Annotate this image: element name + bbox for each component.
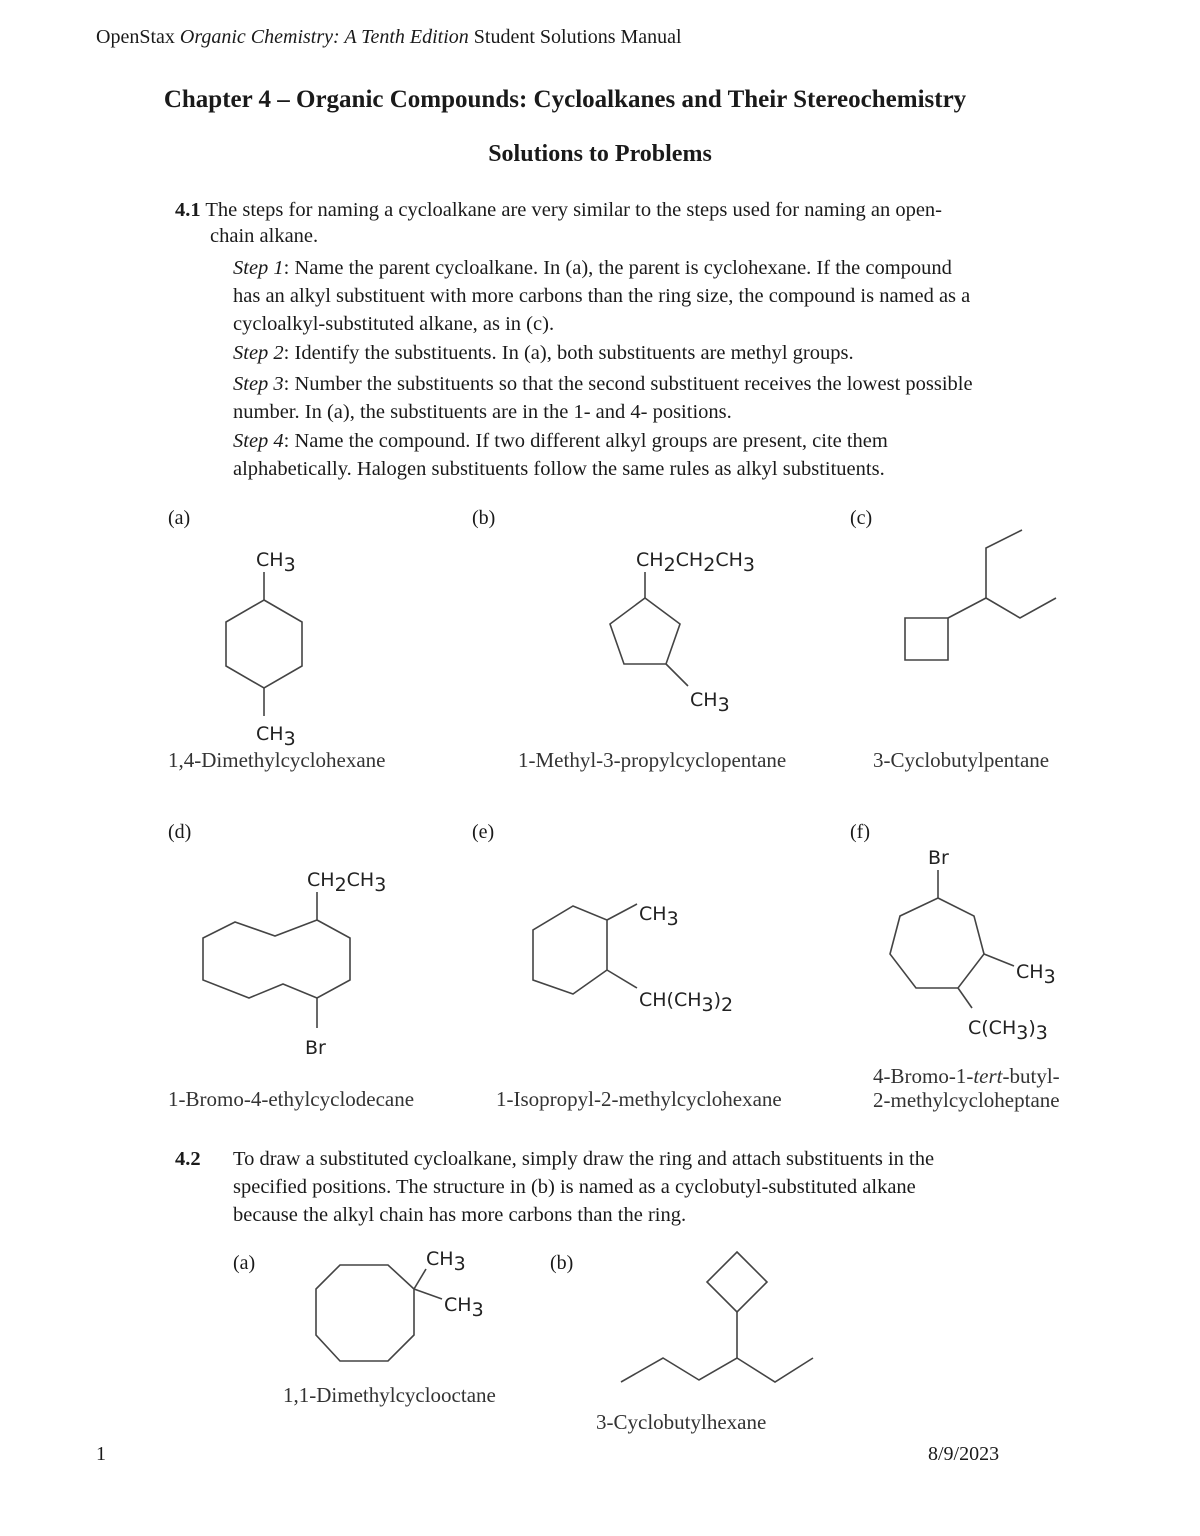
methyl-top: CH3	[256, 549, 296, 576]
name-4-2-b: 3-Cyclobutylhexane	[596, 1410, 767, 1434]
name-4-1-e: 1-Isopropyl-2-methylcyclohexane	[496, 1087, 782, 1111]
methyl: CH3	[690, 689, 730, 716]
step-1: Step 1: Name the parent cycloalkane. In (a), the parent is cyclohexane. If the compound has an alkyl substituent with more carbons than the ring size, the compound is named as a cycloalkyl-substituted alkane, as in (c).	[233, 257, 971, 335]
structure-1-1-dimethylcyclooctane	[310, 1245, 520, 1380]
running-header: OpenStax Organic Chemistry: A Tenth Edition Student Solutions Manual	[96, 26, 682, 48]
step-4: Step 4: Name the compound. If two different alkyl groups are present, cite them alphabetically. Halogen substituents follow the same rules as alkyl substituents.	[233, 430, 888, 480]
methyl: CH3	[1016, 961, 1056, 988]
propyl-chain: CH2CH2CH3	[636, 549, 755, 576]
label-4-1-a: (a)	[168, 507, 191, 529]
label-4-1-b: (b)	[472, 507, 496, 529]
methyl-2: CH3	[444, 1294, 484, 1321]
label-4-1-d: (d)	[168, 821, 192, 843]
structure-3-cyclobutylpentane	[900, 528, 1070, 668]
methyl-1: CH3	[426, 1248, 466, 1275]
name-4-1-c: 3-Cyclobutylpentane	[873, 748, 1050, 772]
name-4-1-f: 4-Bromo-1-tert-butyl- 2-methylcycloheptane	[873, 1064, 1060, 1112]
label-4-2-a: (a)	[233, 1252, 256, 1274]
name-4-1-a: 1,4-Dimethylcyclohexane	[168, 748, 386, 772]
chapter-title: Chapter 4 – Organic Compounds: Cycloalkanes and Their Stereochemistry	[163, 86, 967, 113]
structure-1-bromo-4-ethylcyclodecane	[195, 860, 387, 1060]
methyl-bottom: CH3	[256, 723, 296, 750]
bromo: Br	[305, 1037, 326, 1059]
footer-date: 8/9/2023	[928, 1443, 1000, 1465]
page-number: 1	[96, 1443, 106, 1465]
problem-4-1-intro: 4.1 The steps for naming a cycloalkane are very similar to the steps used for naming an open-	[175, 199, 942, 221]
isopropyl: CH(CH3)2	[639, 989, 734, 1016]
structure-3-cyclobutylhexane	[615, 1248, 825, 1388]
methyl: CH3	[639, 903, 679, 930]
name-4-1-b: 1-Methyl-3-propylcyclopentane	[518, 748, 787, 772]
section-title: Solutions to Problems	[488, 141, 712, 167]
label-4-1-c: (c)	[850, 507, 873, 529]
structure-1-methyl-3-propylcyclopentane	[600, 540, 800, 720]
structure-1-isopropyl-2-methylcyclohexane	[525, 890, 755, 1030]
problem-4-1-intro-cont: chain alkane.	[210, 225, 319, 247]
structure-1-4-dimethylcyclohexane	[200, 540, 340, 750]
ethyl: CH2CH3	[307, 869, 387, 896]
label-4-2-b: (b)	[550, 1252, 574, 1274]
label-4-1-e: (e)	[472, 821, 495, 843]
problem-4-2-number: 4.2	[175, 1148, 201, 1170]
bromo: Br	[928, 847, 949, 869]
name-4-1-d: 1-Bromo-4-ethylcyclodecane	[168, 1087, 415, 1111]
name-4-2-a: 1,1-Dimethylcyclooctane	[283, 1383, 496, 1407]
tert-butyl: C(CH3)3	[968, 1017, 1048, 1044]
structure-4-bromo-1-tert-butyl-2-methylcycloheptane	[880, 842, 1080, 1052]
step-3: Step 3: Number the substituents so that the second substituent receives the lowest possible number. In (a), the substituents are in the 1- and 4- positions.	[233, 373, 973, 423]
problem-4-2-text: To draw a substituted cycloalkane, simply draw the ring and attach substituents in the specified positions. The structure in (b) is named as a cyclobutyl-substituted alkane because the alkyl chain has more carbons than the ring.	[233, 1148, 935, 1226]
step-2: Step 2: Identify the substituents. In (a), both substituents are methyl groups.	[233, 342, 854, 364]
label-4-1-f: (f)	[850, 821, 870, 843]
